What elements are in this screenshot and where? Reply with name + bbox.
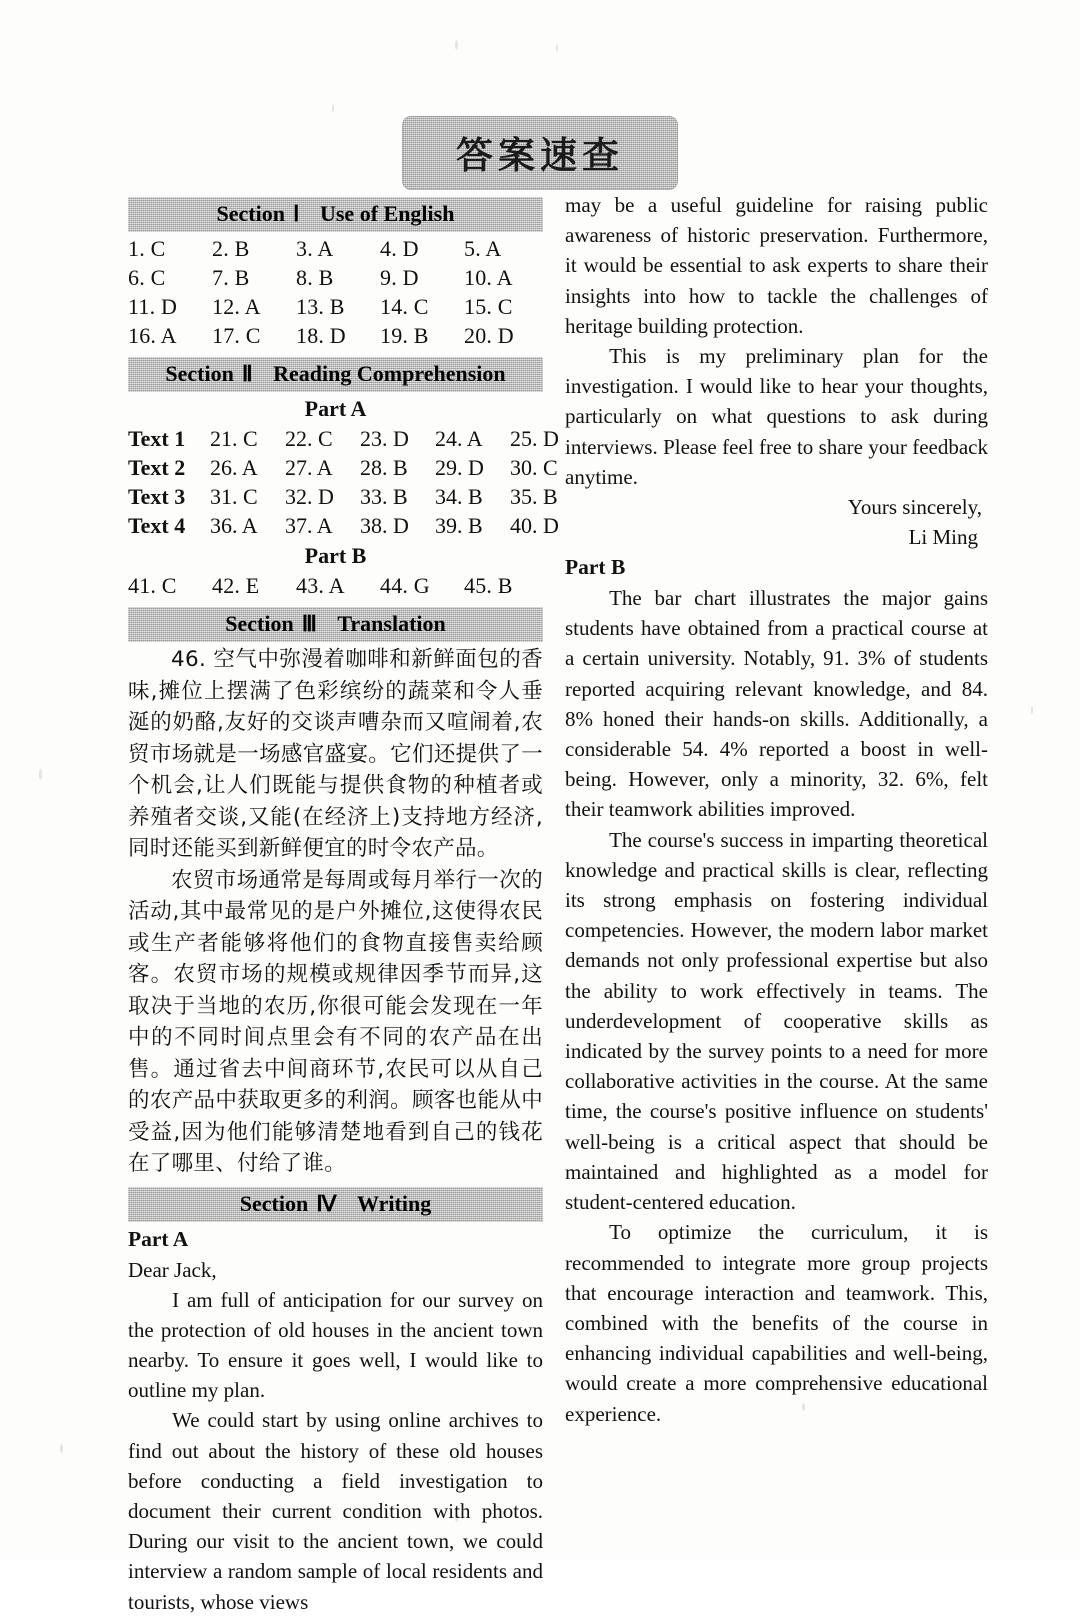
letter-signature: Li Ming: [908, 525, 978, 550]
answer-cell: 37. A: [285, 513, 333, 538]
letter-paragraph-1: I am full of anticipation for our survey on the protection of old houses in the ancient town nearby. To ensure it goes well, I would like to outline my plan.: [128, 1287, 543, 1403]
answer-cell: 19. B: [380, 323, 429, 348]
answer-cell: 38. D: [360, 513, 409, 538]
essay-paragraph-2: The course's success in imparting theoretical knowledge and practical skills is clear, reflecting its strong emphasis on fostering individual competencies. However, the modern labor market demands not only professional expertise but also the ability to work effectively in teams. The underdevelopment of cooperative skills as indicated by the survey points to a need for more collaborative activities in the course. At the same time, the course's positive influence on students' well-being is a critical aspect that should be maintained and highlighted as a model for student-centered education.: [565, 827, 988, 1215]
use-of-english-answers: [128, 234, 543, 350]
answer-row: [128, 292, 543, 321]
answer-cell: 10. A: [464, 265, 513, 290]
answer-cell: 14. C: [380, 294, 429, 319]
answer-cell: 31. C: [210, 484, 258, 509]
answer-cell: 27. A: [285, 455, 333, 480]
reading-part-a-label: Part A: [304, 396, 367, 421]
section-title: Reading Comprehension: [273, 361, 506, 386]
answer-cell: 43. A: [296, 573, 345, 598]
answer-cell: 2. B: [212, 236, 250, 261]
text-label: Text 2: [128, 455, 186, 480]
answer-cell: 17. C: [212, 323, 261, 348]
answer-cell: 28. B: [360, 455, 408, 480]
answer-cell: 40. D: [510, 513, 559, 538]
answer-cell: 25. D: [510, 426, 559, 451]
right-column: [565, 190, 988, 1429]
answer-cell: 11. D: [128, 294, 178, 319]
answer-cell: 12. A: [212, 294, 261, 319]
section-word: Section: [216, 201, 285, 226]
section-header-translation: [128, 607, 543, 642]
answer-cell: 21. C: [210, 426, 258, 451]
answer-cell: 5. A: [464, 236, 502, 261]
letter-closing: Yours sincerely,: [847, 495, 982, 520]
section-title: Use of English: [319, 201, 455, 226]
table-row: [128, 424, 559, 453]
section-number: Ⅳ: [316, 1190, 338, 1216]
table-row: [128, 482, 558, 511]
answer-cell: 3. A: [296, 236, 334, 261]
answer-cell: 42. E: [212, 573, 260, 598]
section-title: Translation: [337, 611, 446, 636]
answer-cell: 6. C: [128, 265, 166, 290]
answer-cell: 32. D: [285, 484, 334, 509]
left-column: [128, 190, 559, 1617]
answer-cell: 36. A: [210, 513, 258, 538]
translation-paragraph-2: 农贸市场通常是每周或每月举行一次的活动,其中最常见的是户外摊位,这使得农民或生产者能够将他们的食物直接售卖给顾客。农贸市场的规模或规律因季节而异,这取决于当地的农历,你很可能会发现在一年中的不同时间点里会有不同的农产品在出售。通过省去中间商环节,农民可以从自己的农产品中获取更多的利润。顾客也能从中受益,因为他们能够清楚地看到自己的钱花在了哪里、付给了谁。: [128, 867, 543, 1176]
title-banner-plate: [402, 116, 678, 190]
letter-paragraph-3: This is my preliminary plan for the investigation. I would like to hear your thoughts, particularly on what questions to ask during interviews. Please feel free to share your feedback anytime.: [565, 344, 988, 489]
reading-part-b-answers: [128, 571, 543, 600]
section-header-writing: [128, 1187, 543, 1222]
answer-cell: 7. B: [212, 265, 250, 290]
answer-cell: 30. C: [510, 455, 558, 480]
section-number: Ⅰ: [292, 201, 300, 226]
answer-cell: 23. D: [360, 426, 409, 451]
section-header-reading-comprehension: [128, 357, 543, 392]
answer-cell: 26. A: [210, 455, 258, 480]
answer-cell: 34. B: [435, 484, 483, 509]
answer-cell: 44. G: [380, 573, 430, 598]
answer-row: [128, 263, 543, 292]
answer-cell: 41. C: [128, 573, 177, 598]
reading-part-b-label: Part B: [304, 543, 367, 568]
answer-cell: 35. B: [510, 484, 558, 509]
letter-salutation: Dear Jack,: [128, 1257, 217, 1282]
answer-cell: 45. B: [464, 573, 513, 598]
reading-part-a-answers: [128, 424, 559, 540]
section-word: Section: [239, 1190, 309, 1216]
answer-cell: 8. B: [296, 265, 334, 290]
section-number: Ⅱ: [241, 361, 254, 386]
letter-paragraph-2-left: We could start by using online archives to find out about the history of these old houses before conducting a field investigation to document their current condition with photos. During our visit to the ancient town, we could interview a random sample of local residents and tourists, whose views: [128, 1408, 543, 1614]
answer-cell: 15. C: [464, 294, 513, 319]
answer-cell: 16. A: [128, 323, 177, 348]
page-title: 答案速查: [456, 134, 624, 177]
answer-row: [128, 321, 543, 350]
essay-paragraph-3: To optimize the curriculum, it is recommended to integrate more group projects that encourage interaction and teamwork. This, combined with the benefits of the course in enhancing individual capabilities and well-being, would create a more comprehensive educational experience.: [565, 1220, 988, 1426]
answer-cell: 39. B: [435, 513, 483, 538]
table-row: [128, 511, 559, 540]
answer-cell: 22. C: [285, 426, 333, 451]
answer-cell: 1. C: [128, 236, 166, 261]
section-title: Writing: [357, 1190, 432, 1216]
answer-row: [128, 234, 543, 263]
answer-cell: 24. A: [435, 426, 483, 451]
answer-cell: 18. D: [296, 323, 346, 348]
essay-paragraph-1: The bar chart illustrates the major gains students have obtained from a practical course at a certain university. Notably, 91. 3% of students reported acquiring relevant knowledge, and 84. 8% honed their hands-on skills. Additionally, a considerable 54. 4% reported a boost in well-being. However, only a minority, 32. 6%, felt their teamwork abilities improved.: [565, 586, 988, 822]
answer-cell: 13. B: [296, 294, 345, 319]
section-word: Section: [225, 611, 294, 636]
table-row: [128, 453, 558, 482]
answer-cell: 9. D: [380, 265, 419, 290]
answer-cell: 29. D: [435, 455, 484, 480]
section-word: Section: [165, 361, 234, 386]
text-label: Text 4: [128, 513, 186, 538]
section-header-use-of-english: [128, 197, 543, 232]
letter-paragraph-2-right: may be a useful guideline for raising public awareness of historic preservation. Furthermore, it would be essential to ask experts to share their insights into how to tackle the challenges of heritage building protection.: [565, 193, 988, 338]
writing-part-b-label: Part B: [565, 555, 626, 580]
writing-part-a-label: Part A: [128, 1226, 189, 1251]
text-label: Text 1: [128, 426, 186, 451]
text-label: Text 3: [128, 484, 186, 509]
page-title-banner: [0, 116, 1080, 190]
answer-cell: 20. D: [464, 323, 514, 348]
answer-cell: 33. B: [360, 484, 408, 509]
answer-cell: 4. D: [380, 236, 419, 261]
translation-paragraph-1: 46. 空气中弥漫着咖啡和新鲜面包的香味,摊位上摆满了色彩缤纷的蔬菜和令人垂涎的奶酪,友好的交谈声嘈杂而又喧闹着,农贸市场就是一场感官盛宴。它们还提供了一个机会,让人们既能与提供食物的种植者或养殖者交谈,又能(在经济上)支持地方经济,同时还能买到新鲜便宜的时令农产品。: [128, 647, 543, 861]
section-number: Ⅲ: [301, 611, 318, 636]
